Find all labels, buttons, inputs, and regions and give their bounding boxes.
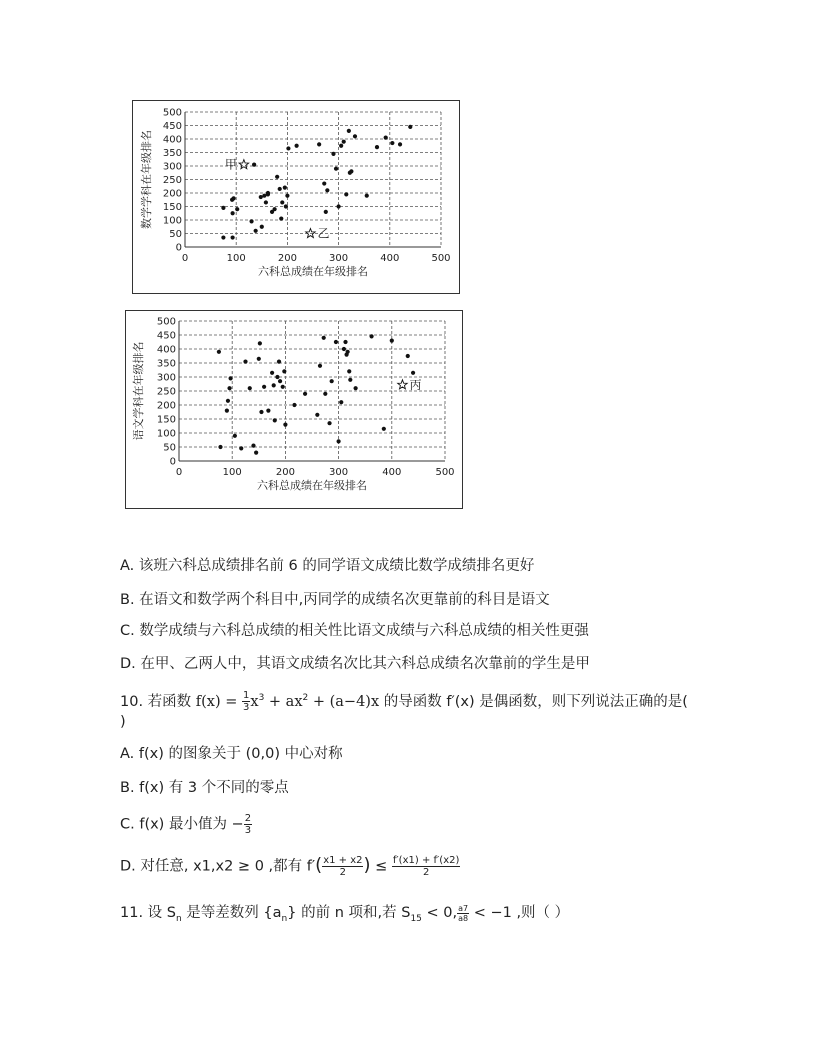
data-point [231,235,235,239]
data-point [233,434,237,438]
data-point [243,360,247,364]
y-tick-label: 150 [156,414,176,426]
data-point [334,340,338,344]
point-label: 丙 [409,377,422,392]
q10c-den: 3 [244,825,252,836]
y-tick-label: 400 [156,344,176,356]
data-point [375,145,379,149]
option-10a: A. f(x) 的图象关于 (0,0) 中心对称 [120,746,343,762]
data-point [303,392,307,396]
data-point [260,225,264,229]
y-tick-label: 500 [162,107,182,119]
x-tick-label: 400 [382,467,402,478]
y-tick-label: 200 [156,400,176,412]
q10d-inner-num: x1 + x2 [323,855,363,866]
q11-sub-n2: n [281,913,288,924]
data-point [284,204,288,208]
data-point [339,400,343,404]
data-point [324,210,328,214]
labeled-star-point [306,229,316,238]
y-tick-label: 450 [162,121,182,132]
y-tick-label: 300 [156,372,176,384]
q10d-le: ≤ [370,858,392,875]
data-point [252,163,256,167]
data-point [225,409,229,413]
data-point [337,439,341,443]
data-point [384,136,388,140]
data-point [231,211,235,215]
data-point [285,194,289,198]
data-point [221,206,225,210]
data-point [249,219,253,223]
data-point [282,369,286,373]
x-tick-label: 300 [329,467,349,478]
data-point [273,418,277,422]
data-point [266,409,270,413]
data-point [218,445,222,449]
x-tick-label: 400 [380,253,400,264]
q10-f-lhs: f(x) = [195,693,243,710]
y-tick-label: 0 [169,456,176,468]
data-point [248,386,252,390]
math-scatter-chart [132,100,460,294]
y-tick-label: 0 [175,242,182,254]
q11-a8: a8 [458,913,469,923]
x-tick-label: 200 [277,253,297,264]
data-point [317,142,321,146]
data-point [266,191,270,195]
q11-mid: 是等差数列 {a [181,905,282,921]
q10d-paren-close: ) [363,854,371,876]
question-10-close: ) [120,714,126,730]
data-point [354,386,358,390]
data-point [279,217,283,221]
data-point [227,386,231,390]
data-point [281,385,285,389]
data-point [262,385,266,389]
option-9c: C. 数学成绩与六科总成绩的相关性比语文成绩与六科总成绩的相关性更强 [120,623,589,639]
y-tick-label: 450 [156,330,176,342]
q10-suffix: 的导函数 f′(x) 是偶函数，则下列说法正确的是( [379,693,688,710]
q10d-inner-frac [322,855,363,878]
data-point [254,229,258,233]
data-point [322,181,326,185]
data-point [292,403,296,407]
data-point [398,142,402,146]
point-label: 甲 [224,157,237,172]
y-tick-label: 150 [162,202,182,213]
chinese-scatter-svg [126,311,462,508]
q10-frac-den: 3 [243,702,250,714]
y-tick-label: 50 [163,442,176,454]
data-point [258,341,262,345]
data-point [275,375,279,379]
q11-sub15: 15 [410,913,422,924]
q11-mid3: < 0, [421,905,458,921]
x-tick-label: 100 [226,253,246,264]
data-point [365,194,369,198]
option-9d: D. 在甲、乙两人中，其语文成绩名次比其六科总成绩名次靠前的学生是甲 [120,656,590,672]
data-point [334,167,338,171]
option-10d [120,855,460,878]
q10d-pre: D. 对任意, x1,x2 ≥ 0 ,都有 f′ [120,858,316,875]
q10d-inner-den: 2 [339,867,347,878]
q10c-pre: C. f(x) 最小值为 − [120,816,244,833]
y-tick-label: 50 [169,229,182,240]
y-tick-label: 200 [162,188,182,200]
data-point [344,192,348,196]
data-point [318,364,322,368]
q10d-rhs-num: f′(x1) + f′(x2) [392,855,460,866]
data-point [239,446,243,450]
data-point [411,371,415,375]
data-point [280,200,284,204]
labeled-star-point [239,160,249,169]
y-tick-label: 350 [162,148,182,159]
data-point [232,196,236,200]
y-tick-label: 100 [156,428,176,440]
y-tick-label: 500 [156,316,176,328]
data-point [347,369,351,373]
data-point [277,360,281,364]
x-tick-label: 500 [435,467,455,478]
x-tick-label: 100 [222,467,242,478]
math-scatter-svg [133,101,459,293]
data-point [390,339,394,343]
data-point [339,144,343,148]
option-9b: B. 在语文和数学两个科目中,丙同学的成绩名次更靠前的科目是语文 [120,592,550,608]
q11-pre: 11. 设 S [120,905,176,921]
data-point [349,169,353,173]
data-point [348,378,352,382]
y-tick-label: 100 [162,215,182,227]
data-point [337,204,341,208]
data-point [278,379,282,383]
q10-sup2: 2 [302,693,309,703]
x-tick-label: 300 [329,253,349,264]
data-point [343,340,347,344]
data-point [315,413,319,417]
data-point [342,347,346,351]
question-10-stem [120,688,688,713]
y-axis-label: 数学学科在年级排名 [140,130,153,229]
data-point [251,444,255,448]
data-point [406,354,410,358]
data-point [390,141,394,145]
data-point [347,129,351,133]
data-point [235,207,239,211]
y-tick-label: 250 [156,386,176,398]
data-point [382,427,386,431]
x-axis-label: 六科总成绩在年级排名 [257,479,367,492]
data-point [264,200,268,204]
q10d-rhs-frac [392,855,460,878]
data-point [275,175,279,179]
data-point [221,235,225,239]
q10-sup3: 3 [258,693,265,703]
q11-tail: < −1 ,则（ ） [469,905,570,921]
data-point [295,144,299,148]
data-point [369,334,373,338]
x-tick-label: 0 [175,467,183,478]
q11-a7: a7 [458,903,469,913]
data-point [217,350,221,354]
q10-mid2: + (a−4)x [308,693,380,710]
q11-frac [457,904,469,923]
data-point [408,125,412,129]
chinese-scatter-chart [125,310,463,509]
q10-frac-num: 1 [243,690,250,702]
data-point [325,188,329,192]
data-point [270,371,274,375]
q10d-rhs-den: 2 [422,867,430,878]
q11-sub-n: n [175,913,182,924]
q10-mid1: + ax [264,693,303,710]
q10-prefix: 10. 若函数 [120,693,196,710]
point-label: 乙 [317,226,330,241]
data-point [286,146,290,150]
data-point [257,357,261,361]
q10-x: x [250,693,259,710]
y-tick-label: 250 [162,175,182,186]
question-11-stem [120,903,569,929]
x-tick-label: 200 [275,467,295,478]
option-10b: B. f(x) 有 3 个不同的零点 [120,780,289,796]
y-tick-label: 350 [156,358,176,370]
q10c-num: 2 [244,813,252,824]
data-point [254,451,258,455]
data-point [262,194,266,198]
data-point [331,152,335,156]
data-point [272,383,276,387]
q11-mid2: } 的前 n 项和,若 S [287,905,411,921]
data-point [226,399,230,403]
data-point [283,423,287,427]
x-tick-label: 500 [431,253,451,264]
data-point [273,207,277,211]
x-tick-label: 0 [181,253,189,264]
q10d-paren-open: ( [315,854,323,876]
data-point [322,336,326,340]
data-point [283,186,287,190]
data-point [342,140,346,144]
y-axis-label: 语文学科在年级排名 [132,341,145,441]
data-point [259,410,263,414]
labeled-star-point [398,380,408,389]
data-point [327,421,331,425]
option-10c [120,813,252,836]
x-axis-label: 六科总成绩在年级排名 [258,265,368,278]
data-point [330,379,334,383]
y-tick-label: 300 [162,161,182,173]
data-point [353,134,357,138]
data-point [346,350,350,354]
q10c-frac [244,813,252,836]
data-point [259,195,263,199]
data-point [229,376,233,380]
data-point [278,187,282,191]
data-point [323,392,327,396]
y-tick-label: 400 [162,134,182,146]
option-9a: A. 该班六科总成绩排名前 6 的同学语文成绩比数学成绩排名更好 [120,558,535,574]
